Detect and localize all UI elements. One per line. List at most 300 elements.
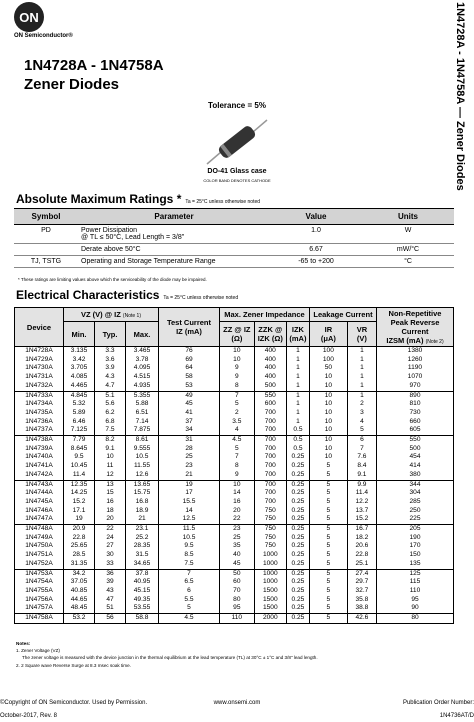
ec-value-cell: 20 [95, 515, 126, 524]
ec-value-cell: 16 [220, 498, 255, 507]
ec-value-cell: 4.515 [126, 373, 159, 382]
ec-device-cell: 1N4730A [15, 364, 64, 373]
ec-device-cell: 1N4749A [15, 534, 64, 543]
ec-row [15, 426, 454, 435]
ec-value-cell: 3.42 [64, 356, 95, 365]
ec-value-cell: 0.25 [286, 596, 309, 605]
ec-value-cell: 4.935 [126, 382, 159, 391]
ec-zzk-line1: ZZK @ [258, 325, 283, 335]
ec-header-izk [286, 322, 309, 347]
ec-value-cell: 70 [220, 587, 255, 596]
ec-header-test-current [159, 308, 220, 347]
ec-value-cell: 7.79 [64, 436, 95, 445]
ec-value-cell: 6 [159, 587, 220, 596]
ec-value-cell: 100 [309, 347, 347, 356]
ec-value-cell: 18.9 [126, 507, 159, 516]
ec-value-cell: 2000 [254, 614, 286, 624]
ec-value-cell: 3.78 [126, 356, 159, 365]
ec-value-cell: 22 [95, 525, 126, 534]
ec-value-cell: 344 [377, 480, 454, 489]
ec-value-cell: 56 [95, 614, 126, 624]
ec-value-cell: 1070 [377, 373, 454, 382]
ec-value-cell: 28.35 [126, 542, 159, 551]
ec-value-cell: 27.4 [347, 569, 376, 578]
ec-value-cell: 4.3 [95, 373, 126, 382]
ec-row [15, 534, 454, 543]
ec-value-cell: 5 [309, 542, 347, 551]
ec-value-cell: 12.5 [159, 515, 220, 524]
ec-device-cell: 1N4728A [15, 347, 64, 356]
ec-value-cell: 69 [159, 356, 220, 365]
ec-value-cell: 7.5 [159, 560, 220, 569]
ec-value-cell: 32.7 [347, 587, 376, 596]
electrical-characteristics-table [14, 307, 454, 624]
ec-vz-label: VZ (V) @ IZ [81, 310, 121, 320]
ec-value-cell: 730 [377, 409, 454, 418]
ec-device-cell: 1N4754A [15, 578, 64, 587]
ec-device-cell: 1N4735A [15, 409, 64, 418]
ec-value-cell: 4 [220, 426, 255, 435]
ec-value-cell: 660 [377, 418, 454, 427]
ec-value-cell: 10 [309, 391, 347, 400]
ec-device-cell: 1N4752A [15, 560, 64, 569]
ec-header-vr [347, 322, 376, 347]
ec-value-cell: 20 [220, 507, 255, 516]
ec-value-cell: 0.25 [286, 614, 309, 624]
ec-value-cell: 35.8 [347, 596, 376, 605]
ec-row [15, 436, 454, 445]
ec-value-cell: 0.5 [286, 426, 309, 435]
ec-value-cell: 21 [159, 471, 220, 480]
ec-value-cell: 110 [220, 614, 255, 624]
ec-value-cell: 25.2 [126, 534, 159, 543]
ec-value-cell: 700 [254, 445, 286, 454]
ec-value-cell: 700 [254, 418, 286, 427]
amr-param-line1: Power Dissipation [81, 227, 138, 234]
amr-symbol: PD [14, 225, 78, 244]
ec-value-cell: 10 [309, 426, 347, 435]
ec-value-cell: 5.355 [126, 391, 159, 400]
ec-value-cell: 37 [159, 418, 220, 427]
ec-row [15, 507, 454, 516]
package-name: DO-41 Glass case [207, 168, 267, 175]
ec-value-cell: 2 [347, 400, 376, 409]
ec-value-cell: 1 [347, 364, 376, 373]
ec-value-cell: 5 [309, 489, 347, 498]
ec-device-cell: 1N4745A [15, 498, 64, 507]
ec-value-cell: 6 [347, 436, 376, 445]
ec-value-cell: 6.46 [64, 418, 95, 427]
ec-value-cell: 5 [309, 578, 347, 587]
note-1-detail: The zener voltage is measured with the device junction in the thermal equilibrium at the lead temperature (TL) at 30°C ± 1°C and 3/8" lead length. [22, 655, 318, 661]
ec-device-cell: 1N4729A [15, 356, 64, 365]
ec-value-cell: 8.2 [95, 436, 126, 445]
ec-ir-line1: IR [324, 325, 333, 335]
amr-header-row [14, 209, 454, 225]
amr-value: 1.0 [270, 225, 362, 244]
ec-value-cell: 31.5 [126, 551, 159, 560]
ec-value-cell: 605 [377, 426, 454, 435]
ec-header-ir [309, 322, 347, 347]
ec-value-cell: 13.7 [347, 507, 376, 516]
ec-value-cell: 49.35 [126, 596, 159, 605]
ec-value-cell: 10 [220, 356, 255, 365]
ec-value-cell: 5 [309, 560, 347, 569]
ec-value-cell: 5 [309, 604, 347, 613]
ec-value-cell: 4 [347, 418, 376, 427]
ec-value-cell: 5.32 [64, 400, 95, 409]
ec-value-cell: 34 [159, 426, 220, 435]
ec-value-cell: 7 [347, 445, 376, 454]
ec-value-cell: 10 [220, 480, 255, 489]
ec-nr-unit: IZSM (mA) [386, 336, 424, 345]
footer-site[interactable]: www.onsemi.com [213, 700, 261, 706]
ec-value-cell: 25.65 [64, 542, 95, 551]
doc-title [24, 56, 164, 94]
ec-value-cell: 9 [220, 364, 255, 373]
amr-condition: Ta = 25°C unless otherwise noted [185, 199, 261, 205]
ec-value-cell: 750 [254, 515, 286, 524]
ec-device-cell: 1N4731A [15, 373, 64, 382]
ec-value-cell: 500 [377, 445, 454, 454]
ec-value-cell: 11.4 [64, 471, 95, 480]
ec-device-cell: 1N4751A [15, 551, 64, 560]
ec-value-cell: 90 [377, 604, 454, 613]
ec-value-cell: 36 [95, 569, 126, 578]
ec-value-cell: 1000 [254, 578, 286, 587]
ec-value-cell: 12.6 [126, 471, 159, 480]
ec-device-cell: 1N4740A [15, 453, 64, 462]
ec-value-cell: 1000 [254, 560, 286, 569]
ec-value-cell: 8.645 [64, 445, 95, 454]
ec-value-cell: 205 [377, 525, 454, 534]
ec-device-cell: 1N4756A [15, 596, 64, 605]
ec-value-cell: 1 [347, 373, 376, 382]
footer-pub-label: Publication Order Number: [402, 700, 474, 706]
on-logo [14, 2, 44, 32]
ec-row [15, 569, 454, 578]
ec-value-cell: 5 [309, 507, 347, 516]
ec-value-cell: 8.5 [159, 551, 220, 560]
ec-row [15, 356, 454, 365]
ec-value-cell: 48.45 [64, 604, 95, 613]
ec-value-cell: 5 [309, 525, 347, 534]
ec-value-cell: 19 [64, 515, 95, 524]
ec-value-cell: 5 [309, 471, 347, 480]
ec-nr-line1: Non-Repetitive [388, 309, 442, 318]
ec-device-cell: 1N4734A [15, 400, 64, 409]
amr-value: 6.67 [270, 244, 362, 256]
ec-value-cell: 53.55 [126, 604, 159, 613]
ec-value-cell: 47 [95, 596, 126, 605]
ec-value-cell: 750 [254, 507, 286, 516]
ec-row [15, 382, 454, 391]
ec-value-cell: 22 [220, 515, 255, 524]
amr-units: W [362, 225, 454, 244]
ec-value-cell: 125 [377, 569, 454, 578]
ec-value-cell: 5 [309, 480, 347, 489]
ec-value-cell: 8 [220, 382, 255, 391]
ec-value-cell: 10 [309, 400, 347, 409]
ec-value-cell: 50 [220, 569, 255, 578]
ec-value-cell: 700 [254, 480, 286, 489]
ec-header-zz [220, 322, 255, 347]
ec-header-row-1 [15, 308, 454, 322]
ec-value-cell: 18.2 [347, 534, 376, 543]
ec-value-cell: 5 [159, 604, 220, 613]
ec-value-cell: 95 [377, 596, 454, 605]
ec-row [15, 471, 454, 480]
ec-value-cell: 31 [159, 436, 220, 445]
notes-title: Notes: [16, 641, 31, 646]
ec-value-cell: 10 [309, 436, 347, 445]
ec-value-cell: 23 [159, 462, 220, 471]
ec-value-cell: 3 [347, 409, 376, 418]
ec-value-cell: 0.25 [286, 604, 309, 613]
ec-value-cell: 35 [220, 542, 255, 551]
ec-row [15, 596, 454, 605]
ec-header-min: Min. [64, 322, 95, 347]
ec-value-cell: 40.95 [126, 578, 159, 587]
ec-value-cell: 25.1 [347, 560, 376, 569]
ec-value-cell: 23 [220, 525, 255, 534]
ec-value-cell: 1500 [254, 604, 286, 613]
ec-value-cell: 40 [220, 551, 255, 560]
ec-value-cell: 5 [220, 400, 255, 409]
ec-value-cell: 5 [309, 587, 347, 596]
ec-value-cell: 400 [254, 364, 286, 373]
ec-value-cell: 135 [377, 560, 454, 569]
ec-value-cell: 0.25 [286, 534, 309, 543]
amr-header-symbol: Symbol [14, 209, 78, 225]
ec-value-cell: 5 [309, 515, 347, 524]
company-name: ON Semiconductor® [14, 33, 73, 39]
ec-value-cell: 10.5 [159, 534, 220, 543]
amr-row [14, 244, 454, 256]
ec-value-cell: 6.8 [95, 418, 126, 427]
ec-value-cell: 7.125 [64, 426, 95, 435]
absolute-max-ratings-table [14, 208, 454, 268]
ec-value-cell: 5.89 [64, 409, 95, 418]
ec-value-cell: 2 [220, 409, 255, 418]
ec-value-cell: 15.75 [126, 489, 159, 498]
ec-value-cell: 700 [254, 489, 286, 498]
ec-value-cell: 0.25 [286, 489, 309, 498]
ec-value-cell: 700 [254, 462, 286, 471]
ec-header-max-impedance: Max. Zener Impedance [220, 308, 310, 322]
ec-value-cell: 380 [377, 471, 454, 480]
ec-value-cell: 0.25 [286, 515, 309, 524]
amr-units: °C [362, 256, 454, 268]
ec-value-cell: 9.555 [126, 445, 159, 454]
side-title-text: 1N4728A - 1N4758A — Zener Diodes [454, 2, 466, 191]
ec-value-cell: 20.9 [64, 525, 95, 534]
ec-vr-line1: VR [356, 325, 368, 335]
ec-value-cell: 700 [254, 453, 286, 462]
ec-value-cell: 10.5 [126, 453, 159, 462]
ec-value-cell: 7 [220, 453, 255, 462]
ec-nr-note: (Note 2) [425, 339, 444, 345]
ec-device-cell: 1N4741A [15, 462, 64, 471]
ec-value-cell: 42.6 [347, 614, 376, 624]
amr-symbol [14, 244, 78, 256]
ec-vz-note: (Note 1) [122, 313, 141, 320]
ec-value-cell: 39 [95, 578, 126, 587]
ec-value-cell: 250 [377, 507, 454, 516]
ec-value-cell: 34.2 [64, 569, 95, 578]
ec-value-cell: 12.35 [64, 480, 95, 489]
amr-row [14, 225, 454, 244]
ec-device-cell: 1N4753A [15, 569, 64, 578]
ec-value-cell: 600 [254, 400, 286, 409]
ec-value-cell: 37.8 [126, 569, 159, 578]
ec-value-cell: 1 [286, 347, 309, 356]
ec-value-cell: 45 [159, 400, 220, 409]
ec-value-cell: 15 [95, 489, 126, 498]
ec-table-body [15, 347, 454, 624]
ec-value-cell: 53.2 [64, 614, 95, 624]
ec-value-cell: 8.61 [126, 436, 159, 445]
notes-block [16, 640, 318, 669]
footer-date: October-2017, Rev. 8 [0, 713, 57, 719]
amr-symbol: TJ, TSTG [14, 256, 78, 268]
ec-value-cell: 970 [377, 382, 454, 391]
ec-device-cell: 1N4747A [15, 515, 64, 524]
ec-value-cell: 7.5 [95, 426, 126, 435]
title-part-numbers: 1N4728A - 1N4758A [24, 57, 164, 74]
ec-value-cell: 190 [377, 534, 454, 543]
ec-value-cell: 4.095 [126, 364, 159, 373]
ec-value-cell: 9.1 [95, 445, 126, 454]
ec-value-cell: 1 [286, 382, 309, 391]
ec-device-cell: 1N4732A [15, 382, 64, 391]
ec-value-cell: 0.25 [286, 498, 309, 507]
ec-value-cell: 1 [286, 391, 309, 400]
ec-value-cell: 25 [159, 453, 220, 462]
ec-value-cell: 37.05 [64, 578, 95, 587]
ec-value-cell: 1 [286, 373, 309, 382]
amr-title: Absolute Maximum Ratings * [16, 192, 182, 206]
ec-zzk-line2: IZK (Ω) [257, 334, 283, 344]
ec-value-cell: 80 [377, 614, 454, 624]
logo-text: ON [19, 9, 39, 25]
ec-value-cell: 700 [254, 426, 286, 435]
ec-value-cell: 10 [309, 409, 347, 418]
ec-value-cell: 10.45 [64, 462, 95, 471]
ec-value-cell: 5.88 [126, 400, 159, 409]
ec-value-cell: 1000 [254, 551, 286, 560]
ec-test-line1: Test Current [166, 318, 212, 327]
ec-value-cell: 20.6 [347, 542, 376, 551]
ec-value-cell: 23.1 [126, 525, 159, 534]
ec-value-cell: 750 [254, 542, 286, 551]
ec-test-line2: IZ (mA) [176, 327, 202, 336]
ec-value-cell: 10 [309, 445, 347, 454]
ec-row [15, 489, 454, 498]
ec-value-cell: 1 [347, 347, 376, 356]
ec-row [15, 347, 454, 356]
ec-value-cell: 0.25 [286, 471, 309, 480]
ec-value-cell: 41 [159, 409, 220, 418]
ec-value-cell: 40.85 [64, 587, 95, 596]
ec-header-izsm [377, 308, 454, 347]
ec-value-cell: 6.2 [95, 409, 126, 418]
ec-value-cell: 16 [95, 498, 126, 507]
ec-value-cell: 100 [309, 356, 347, 365]
ec-value-cell: 454 [377, 453, 454, 462]
ec-value-cell: 8.4 [347, 462, 376, 471]
amr-row [14, 256, 454, 268]
ec-value-cell: 11.5 [159, 525, 220, 534]
ec-value-cell: 5 [309, 569, 347, 578]
amr-footnote: * These ratings are limiting values above which the serviceability of the diode may be impaired. [18, 277, 207, 282]
ec-value-cell: 5 [309, 462, 347, 471]
ec-value-cell: 0.25 [286, 507, 309, 516]
ec-value-cell: 17.1 [64, 507, 95, 516]
ec-row [15, 604, 454, 613]
ec-device-cell: 1N4757A [15, 604, 64, 613]
ec-value-cell: 1 [347, 356, 376, 365]
title-product: Zener Diodes [24, 76, 120, 93]
ec-value-cell: 24 [95, 534, 126, 543]
ec-value-cell: 4.085 [64, 373, 95, 382]
ec-value-cell: 1 [347, 382, 376, 391]
ec-value-cell: 1 [286, 409, 309, 418]
ec-value-cell: 400 [254, 373, 286, 382]
ec-value-cell: 1000 [254, 569, 286, 578]
ec-value-cell: 10 [309, 382, 347, 391]
ec-row [15, 373, 454, 382]
ec-header-device: Device [15, 308, 64, 347]
ec-header-zzk [254, 322, 286, 347]
ec-value-cell: 6.5 [159, 578, 220, 587]
ec-value-cell: 3.5 [220, 418, 255, 427]
ec-value-cell: 10 [309, 373, 347, 382]
tolerance-label: Tolerance = 5% [208, 101, 266, 110]
ec-row [15, 400, 454, 409]
ec-value-cell: 38.8 [347, 604, 376, 613]
ec-value-cell: 0.25 [286, 587, 309, 596]
ec-value-cell: 1500 [254, 587, 286, 596]
ec-row [15, 453, 454, 462]
ec-value-cell: 500 [254, 382, 286, 391]
ec-row [15, 551, 454, 560]
ec-value-cell: 18 [95, 507, 126, 516]
ec-value-cell: 7.875 [126, 426, 159, 435]
ec-value-cell: 7.14 [126, 418, 159, 427]
ec-value-cell: 53 [159, 382, 220, 391]
ec-value-cell: 890 [377, 391, 454, 400]
ec-value-cell: 5.5 [159, 596, 220, 605]
ec-value-cell: 51 [95, 604, 126, 613]
ec-value-cell: 15.2 [347, 515, 376, 524]
amr-units: mW/°C [362, 244, 454, 256]
ec-device-cell: 1N4755A [15, 587, 64, 596]
ec-value-cell: 550 [377, 436, 454, 445]
ec-condition: Ta = 25°C unless otherwise noted [163, 295, 239, 301]
ec-value-cell: 810 [377, 400, 454, 409]
ec-value-cell: 64 [159, 364, 220, 373]
ec-row [15, 462, 454, 471]
ec-value-cell: 5.6 [95, 400, 126, 409]
ec-ir-line2: (μA) [320, 334, 336, 344]
ec-value-cell: 0.25 [286, 453, 309, 462]
ec-value-cell: 19 [159, 480, 220, 489]
ec-device-cell: 1N4743A [15, 480, 64, 489]
footer-pub-number: 1N4736AT/D [439, 713, 474, 719]
ec-value-cell: 0.25 [286, 551, 309, 560]
ec-value-cell: 9 [220, 471, 255, 480]
